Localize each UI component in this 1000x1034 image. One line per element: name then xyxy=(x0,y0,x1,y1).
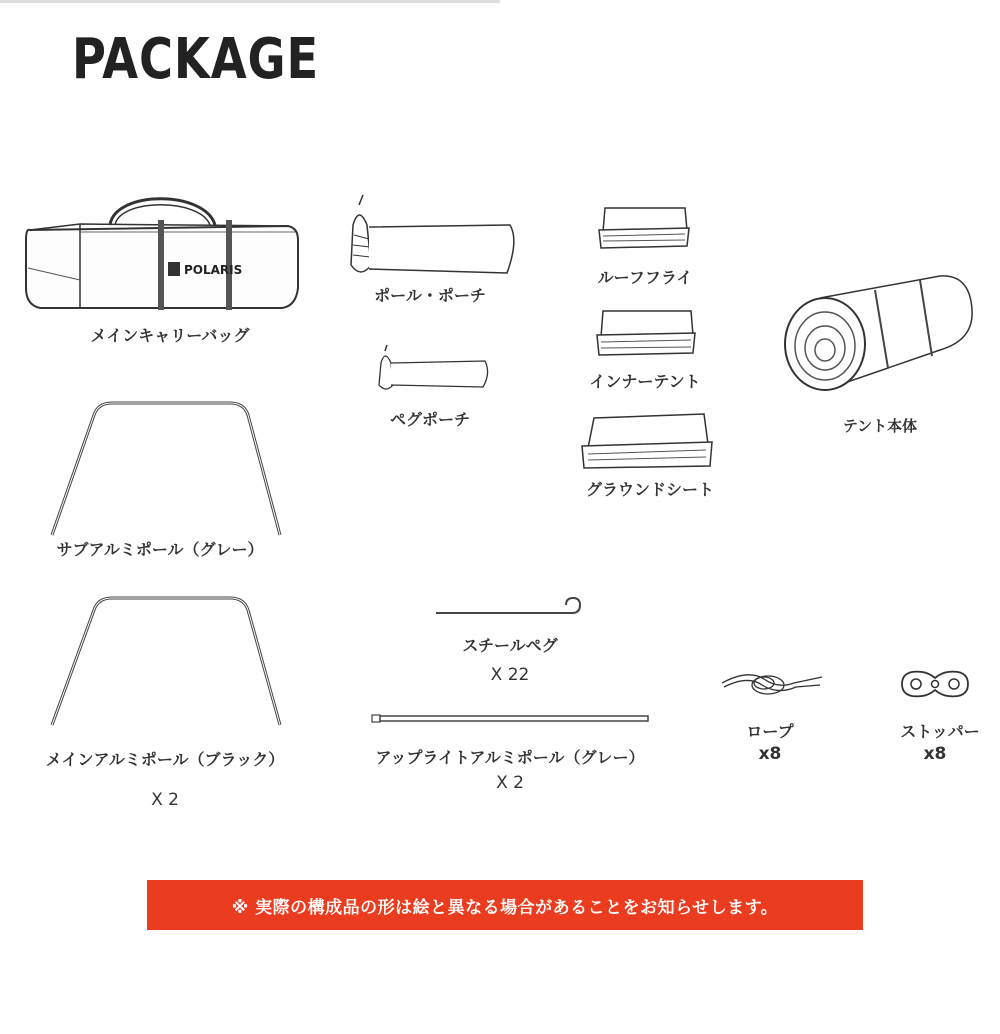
upright-pole-quantity: X 2 xyxy=(496,773,524,793)
stopper-label: ストッパー xyxy=(900,722,980,741)
steel-peg-quantity: X 22 xyxy=(490,665,530,685)
pole-pouch-illustration xyxy=(345,195,525,285)
ground-sheet-label: グラウンドシート xyxy=(585,480,714,499)
notice-banner xyxy=(147,880,863,930)
steel-peg-label: スチールペグ xyxy=(462,636,558,655)
sub-pole-illustration xyxy=(40,395,300,540)
rope-quantity: x8 xyxy=(758,744,782,764)
stopper-quantity: x8 xyxy=(923,744,947,764)
main-bag-label: メインキャリーバッグ xyxy=(90,326,250,345)
carry-bag-illustration xyxy=(20,180,300,320)
main-pole-label: メインアルミポール（ブラック） xyxy=(45,750,285,769)
top-divider xyxy=(0,0,500,3)
ground-sheet-illustration xyxy=(580,410,720,475)
tent-body-label: テント本体 xyxy=(842,417,918,435)
steel-peg-illustration xyxy=(434,595,584,620)
inner-tent-label: インナーテント xyxy=(589,372,701,391)
roof-fly-label: ルーフフライ xyxy=(597,268,693,287)
inner-tent-illustration xyxy=(593,305,703,360)
tent-body-illustration xyxy=(780,270,980,400)
peg-pouch-illustration xyxy=(375,345,495,395)
upright-pole-illustration xyxy=(370,710,655,730)
notice-text: ※ 実際の構成品の形は絵と異なる場合があることをお知らせします。 xyxy=(231,897,779,918)
bag-logo: POLARIS xyxy=(184,263,243,277)
main-pole-quantity: X 2 xyxy=(151,790,179,810)
pole-pouch-label: ポール・ポーチ xyxy=(374,286,486,305)
stopper-illustration xyxy=(900,668,970,700)
sub-pole-label: サブアルミポール（グレー） xyxy=(56,540,264,559)
upright-pole-label: アップライトアルミポール（グレー） xyxy=(375,748,645,767)
rope-label: ロープ xyxy=(746,722,794,741)
roof-fly-illustration xyxy=(595,200,695,255)
main-pole-illustration xyxy=(40,590,300,735)
rope-illustration xyxy=(718,665,828,705)
peg-pouch-label: ペグポーチ xyxy=(389,410,470,429)
page-title: PACKAGE xyxy=(72,27,320,92)
